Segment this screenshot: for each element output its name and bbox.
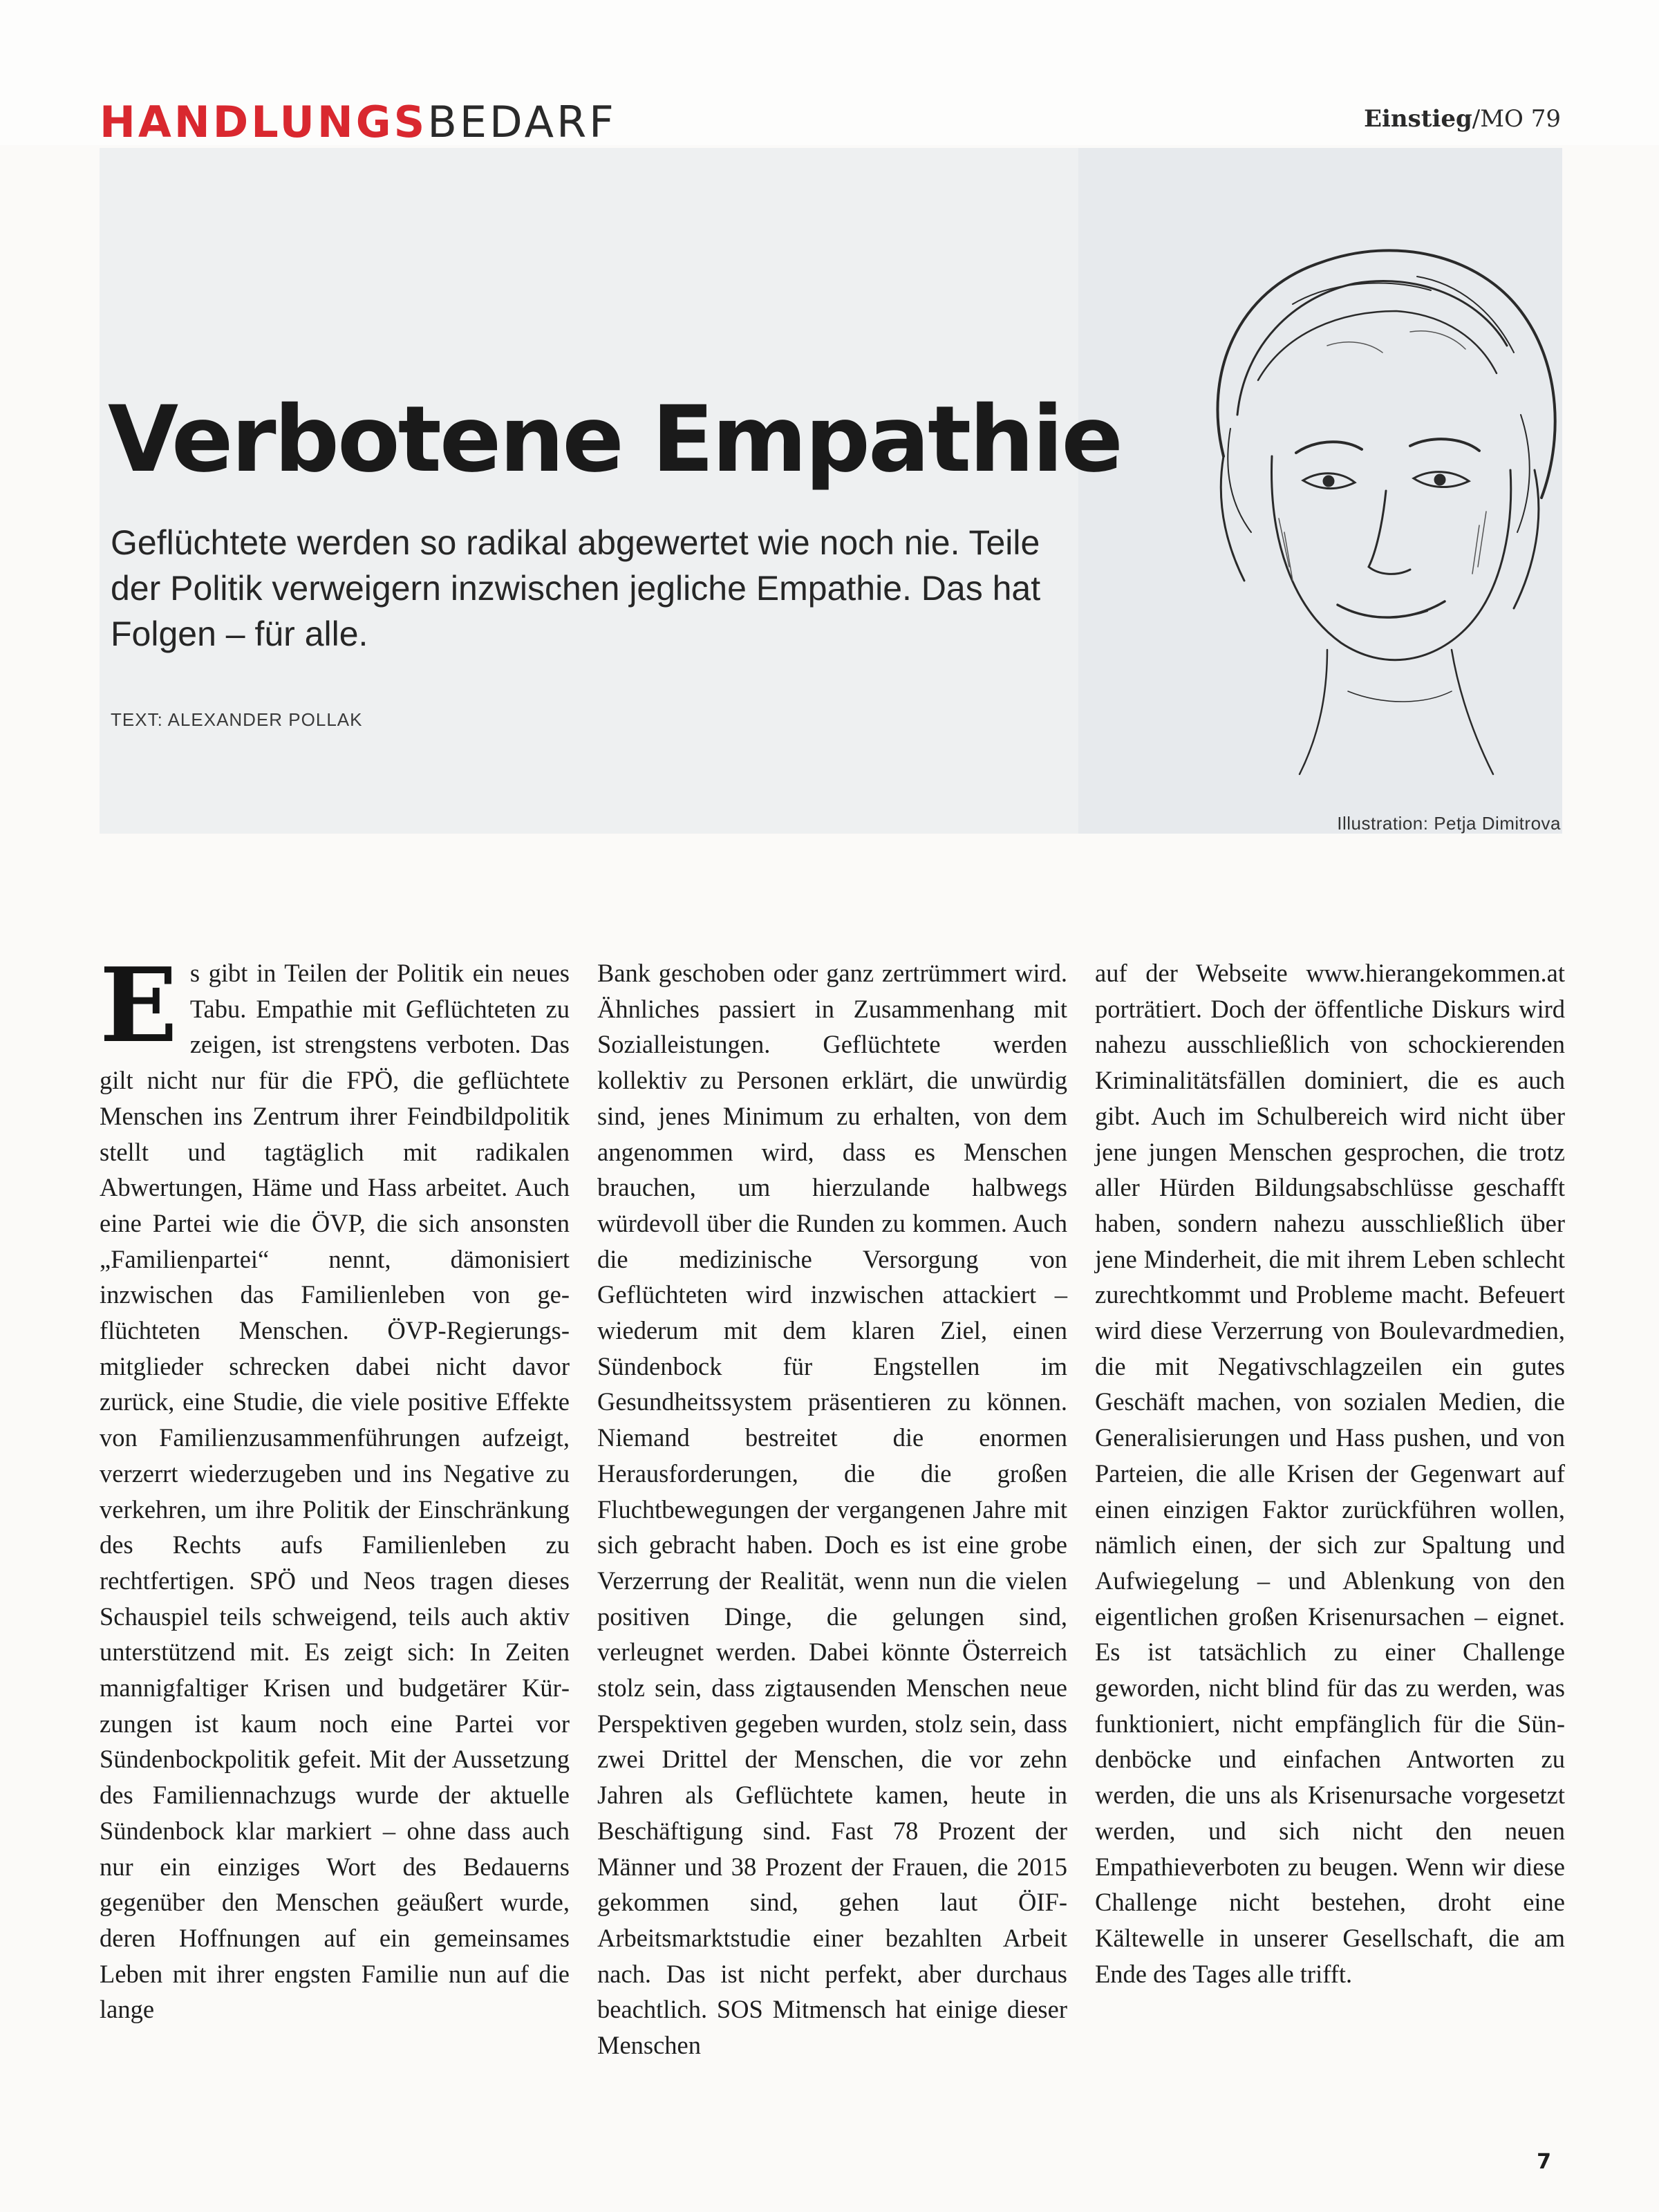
article-title: Verbotene Empathie — [108, 386, 1121, 493]
section-label-red: HANDLUNGS — [100, 97, 428, 147]
issue-label — [1364, 105, 1561, 133]
article-lead: Geflüchtete werden so radikal abgewertet wie noch nie. Teile der Politik verweigern inzwischen jegliche Empathie. Das hat Folgen – für alle. — [111, 523, 1041, 653]
article-byline: TEXT: ALEXANDER POLLAK — [111, 709, 363, 730]
illustration-credit: Illustration: Petja Dimitrova — [1337, 813, 1561, 834]
article-column-1 — [100, 945, 570, 2027]
article-column-2: Bank geschoben oder ganz zertrümmert wird. Ähnliches passiert in Zusammenhang mit Sozialleistungen. Geflüchtete werden kollektiv zu Personen erklärt, die unwürdig sind, jenes Minimum zu erhalten, von dem angenommen wird, dass es Menschen brauchen, um hierzulande halbwegs würdevoll über die Runden zu kommen. Auch die medizinische Versorgung von Geflüchteten wird inzwischen attackiert – wiederum mit dem klaren Ziel, einen Sündenbock für Engstellen im Gesundheitssystem präsentieren zu können. Niemand bestreitet die enormen Herausforderungen, die die großen Fluchtbewegungen der vergangenen Jahre mit sich gebracht haben. Doch es ist eine grobe Verzerrung der Realität, wenn nun die vielen positiven Dinge, die gelungen sind, verleugnet werden. Dabei könnte Österreich stolz sein, dass zigtausenden Menschen neue Perspektiven gegeben wurden, stolz sein, dass zwei Drittel der Menschen, die vor zehn Jahren als Geflüchtete kamen, heute in Beschäftigung sind. Fast 78 Prozent der Männer und 38 Prozent der Frauen, die 2015 gekommen sind, gehen laut ÖIF-Arbeitsmarktstudie einer bezahlten Arbeit nach. Das ist nicht perfekt, aber durchaus beachtlich. SOS Mitmensch hat einige dieser Menschen — [597, 959, 1067, 2060]
column-1-text: s gibt in Teilen der Politik ein neues Tabu. Empathie mit Geflüchteten zu zeigen, ist strengstens verboten. Das gilt nicht nur für die FPÖ, die geflüchtete Menschen ins Zentrum ihrer Feindbildpolitik stellt und tagtäglich mit radikalen Abwertungen, Häme und Hass arbeitet. Auch eine Partei wie die ÖVP, die sich ansonsten „Familienpartei“ nennt, dämonisiert inzwischen das Familienleben von geflüchteten Menschen. ÖVP-Regierungsmitglieder schrecken dabei nicht davor zurück, eine Studie, die viele positive Effekte von Familienzusammenführungen aufzeigt, verzerrt wiederzugeben und ins Negative zu verkehren, um ihre Politik der Einschränkung des Rechts aufs Familienleben zu rechtfertigen. SPÖ und Neos tragen dieses Schauspiel teils schweigend, teils auch aktiv unterstützend mit. Es zeigt sich: In Zeiten mannigfaltiger Krisen und budgetärer Kürzungen ist kaum noch eine Partei vor Sündenbockpolitik gefeit. Mit der Aussetzung des Familiennachzugs wurde der aktuelle Sündenbock klar markiert – ohne dass auch nur ein einziges Wort des Bedauerns gegenüber den Menschen geäußert wurde, deren Hoffnungen auf ein gemeinsames Leben mit ihrer engsten Familie nun auf die lange — [100, 959, 570, 2024]
section-label — [100, 97, 617, 147]
article-column-3: auf der Webseite www.hierangekommen.at porträtiert. Doch der öffentliche Diskurs wird nahezu ausschließlich von schockierenden Kriminalitätsfällen dominiert, die es auch gibt. Auch im Schulbereich wird nicht über jene jungen Menschen gesprochen, die trotz aller Hürden Bildungsabschlüsse geschafft haben, sondern nahezu ausschließlich über jene Minderheit, die mit ihrem Leben schlecht zurechtkommt und Probleme macht. Befeuert wird diese Verzerrung von Boulevardmedien, die mit Negativschlagzeilen ein gutes Geschäft machen, von sozialen Medien, die Generalisierungen und Hass pushen, und von Parteien, die alle Krisen der Gegenwart auf einen einzigen Faktor zurückführen wollen, nämlich einen, der sich zur Spaltung und Aufwiegelung – und Ablenkung von den eigentlichen großen Krisenursachen – eignet. Es ist tatsächlich zu einer Challenge geworden, nicht blind für das zu werden, was funktioniert, nicht empfänglich für die Sündenböcke und einfachen Antworten zu werden, die uns als Krisenursache vorgesetzt werden, und sich nicht den neuen Empathieverboten zu beugen. Wenn wir diese Challenge nicht bestehen, droht eine Kältewelle in unserer Gesellschaft, die am Ende des Tages alle trifft. — [1095, 959, 1565, 1988]
portrait-sketch-icon — [1120, 207, 1590, 816]
issue-label-rest: /MO 79 — [1472, 105, 1561, 133]
page-number: 7 — [1537, 2150, 1551, 2174]
drop-cap: E — [100, 945, 178, 1065]
issue-label-bold: Einstieg — [1364, 105, 1472, 133]
section-label-dark: BEDARF — [427, 97, 617, 147]
